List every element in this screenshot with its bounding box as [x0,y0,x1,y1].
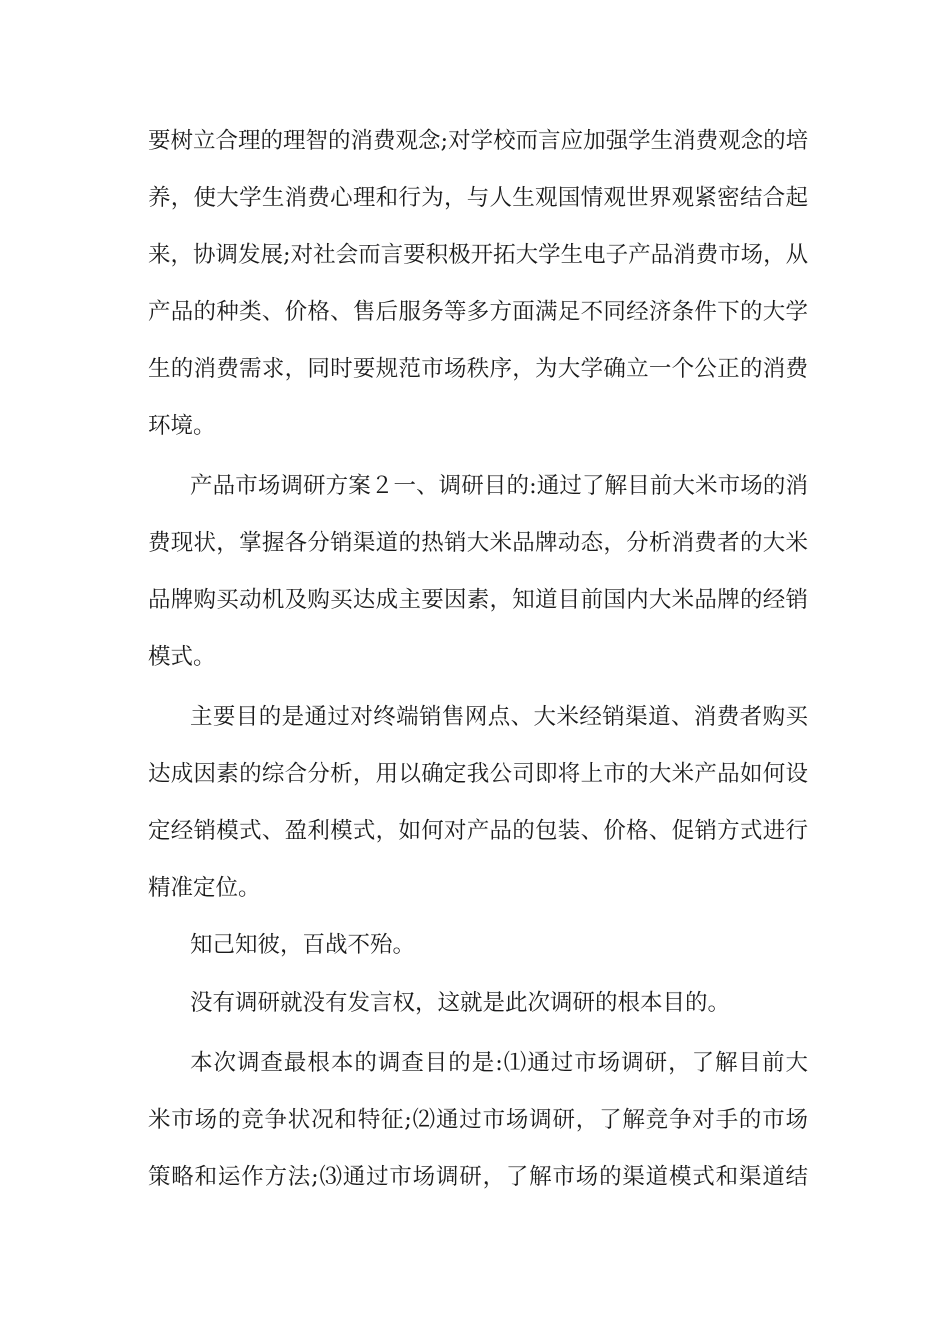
text-line: 精准定位。 [148,875,261,901]
text-line: 环境。 [148,413,216,439]
text-line: 策略和运作方法;⑶通过市场调研，了解市场的渠道模式和渠道结 [148,1164,808,1190]
text-line: 达成因素的综合分析，用以确定我公司即将上市的大米产品如何设 [148,761,808,787]
text-line: 模式。 [148,644,216,670]
paragraph-first-line: 本次调查最根本的调查目的是:⑴通过市场调研，了解目前大 [190,1050,808,1076]
text-line: 米市场的竞争状况和特征;⑵通过市场调研，了解竞争对手的市场 [148,1107,808,1133]
text-line: 生的消费需求，同时要规范市场秩序，为大学确立一个公正的消费 [148,356,808,382]
paragraph-first-line: 主要目的是通过对终端销售网点、大米经销渠道、消费者购买 [190,704,808,730]
text-line: 费现状，掌握各分销渠道的热销大米品牌动态，分析消费者的大米 [148,530,808,556]
text-line: 定经销模式、盈利模式，如何对产品的包装、价格、促销方式进行 [148,818,808,844]
text-line: 产品的种类、价格、售后服务等多方面满足不同经济条件下的大学 [148,299,808,325]
paragraph-first-line: 没有调研就没有发言权，这就是此次调研的根本目的。 [190,990,731,1016]
paragraph-first-line: 产品市场调研方案２一、调研目的:通过了解目前大米市场的消 [190,473,808,499]
text-line: 来，协调发展;对社会而言要积极开拓大学生电子产品消费市场，从 [148,242,808,268]
text-line: 品牌购买动机及购买达成主要因素，知道目前国内大米品牌的经销 [148,587,808,613]
paragraph-first-line: 知己知彼，百战不殆。 [190,932,416,958]
text-line: 要树立合理的理智的消费观念;对学校而言应加强学生消费观念的培 [148,128,808,154]
text-line: 养，使大学生消费心理和行为，与人生观国情观世界观紧密结合起 [148,185,808,211]
